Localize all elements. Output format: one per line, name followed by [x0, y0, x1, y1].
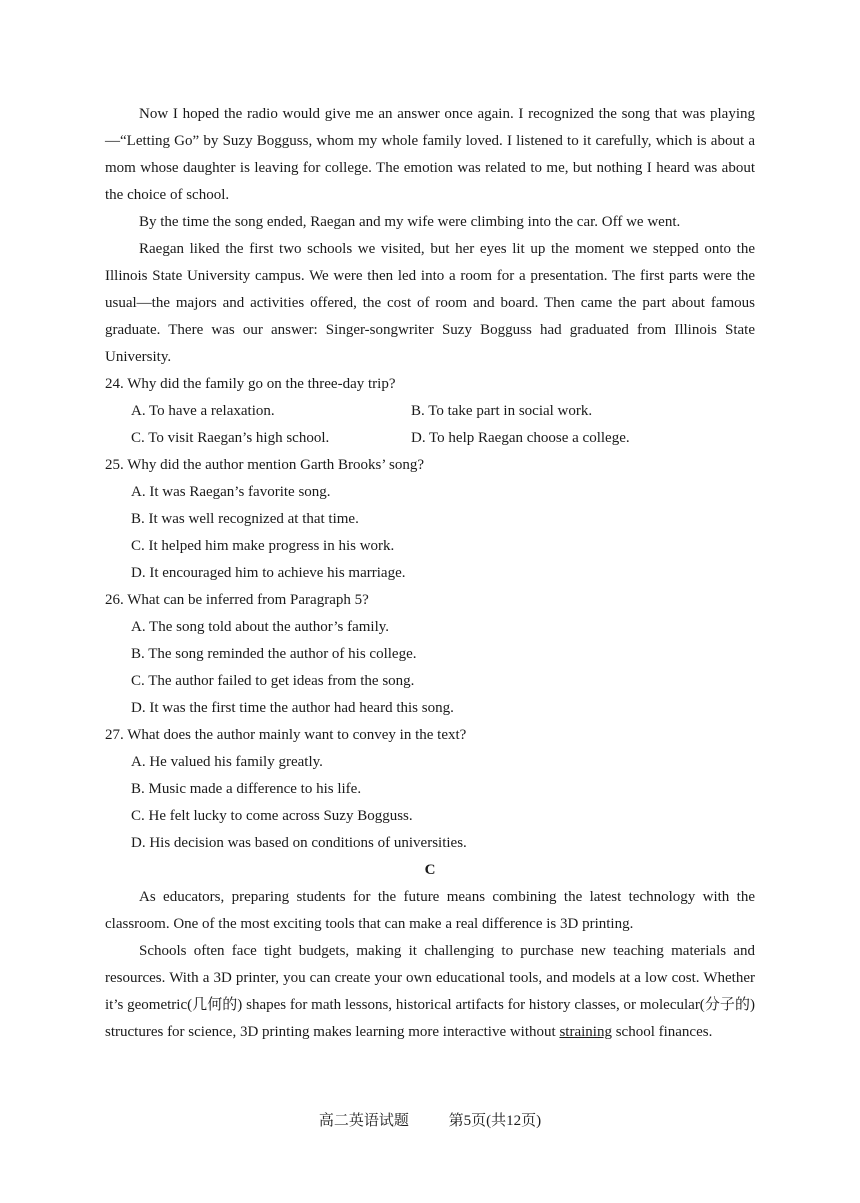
question-stem: 27. What does the author mainly want to convey in the text? — [105, 727, 467, 743]
option-d: D. It was the first time the author had heard this song. — [131, 700, 454, 716]
question-stem: 26. What can be inferred from Paragraph 5? — [105, 592, 369, 608]
page-content — [105, 101, 755, 1046]
question-25 — [105, 452, 755, 587]
passage-b-paragraph-2: By the time the song ended, Raegan and my wife were climbing into the car. Off we went. — [139, 214, 681, 230]
passage-c-paragraph-1: As educators, preparing students for the future means combining the latest technology with the classroom. One of the most exciting tools that can make a real difference is 3D printing. — [105, 889, 755, 932]
paragraph-text: school finances. — [611, 1024, 713, 1040]
option-c: C. To visit Raegan’s high school. — [131, 430, 330, 446]
option-b: B. The song reminded the author of his college. — [131, 646, 417, 662]
option-c: C. It helped him make progress in his work. — [131, 538, 395, 554]
footer-title: 高二英语试题 — [318, 1113, 409, 1129]
option-a: A. The song told about the author’s family. — [131, 619, 390, 635]
section-heading-c: C — [424, 862, 436, 878]
footer-page-number: 第5页(共12页) — [448, 1113, 542, 1129]
option-a: A. It was Raegan’s favorite song. — [131, 484, 331, 500]
option-row — [105, 398, 755, 425]
option-c: C. He felt lucky to come across Suzy Bogguss. — [131, 808, 413, 824]
passage-b-paragraph-3: Raegan liked the first two schools we visited, but her eyes lit up the moment we stepped onto the Illinois State University campus. We were then led into a room for a presentation. The first parts were the usual—the majors and activities offered, the cost of room and board. Then came the part about famous graduate. There was our answer: Singer-songwriter Suzy Bogguss had graduated from Illinois State University. — [105, 241, 755, 365]
paragraph-text: Schools often face tight budgets, making it challenging to purchase new teaching materials and resources. With a 3D printer, you can create your own educational tools, and models at a low cost. Whether it’s geometric(几何的) shapes for math lessons, historical artifacts for history classes, or molecular(分子的) structures for science, 3D printing makes learning more interactive without — [105, 943, 755, 1040]
passage-c-paragraph-2 — [105, 938, 755, 1046]
question-stem: 25. Why did the author mention Garth Brooks’ song? — [105, 457, 424, 473]
option-c: C. The author failed to get ideas from the song. — [131, 673, 415, 689]
option-a: A. To have a relaxation. — [131, 403, 275, 419]
underlined-word: straining — [559, 1024, 612, 1040]
option-b: B. It was well recognized at that time. — [131, 511, 359, 527]
question-27 — [105, 722, 755, 857]
option-a: A. He valued his family greatly. — [131, 754, 323, 770]
question-stem: 24. Why did the family go on the three-day trip? — [105, 376, 396, 392]
question-26 — [105, 587, 755, 722]
option-b: B. Music made a difference to his life. — [131, 781, 362, 797]
option-d: D. His decision was based on conditions of universities. — [131, 835, 467, 851]
option-d: D. To help Raegan choose a college. — [411, 430, 630, 446]
option-b: B. To take part in social work. — [411, 403, 593, 419]
passage-b-paragraph-1: Now I hoped the radio would give me an answer once again. I recognized the song that was playing—“Letting Go” by Suzy Bogguss, whom my whole family loved. I listened to it carefully, which is about a mom whose daughter is leaving for college. The emotion was related to me, but nothing I heard was about the choice of school. — [105, 106, 755, 203]
page-footer — [0, 1109, 860, 1130]
option-row — [105, 425, 755, 452]
option-d: D. It encouraged him to achieve his marriage. — [131, 565, 406, 581]
question-24 — [105, 371, 755, 452]
